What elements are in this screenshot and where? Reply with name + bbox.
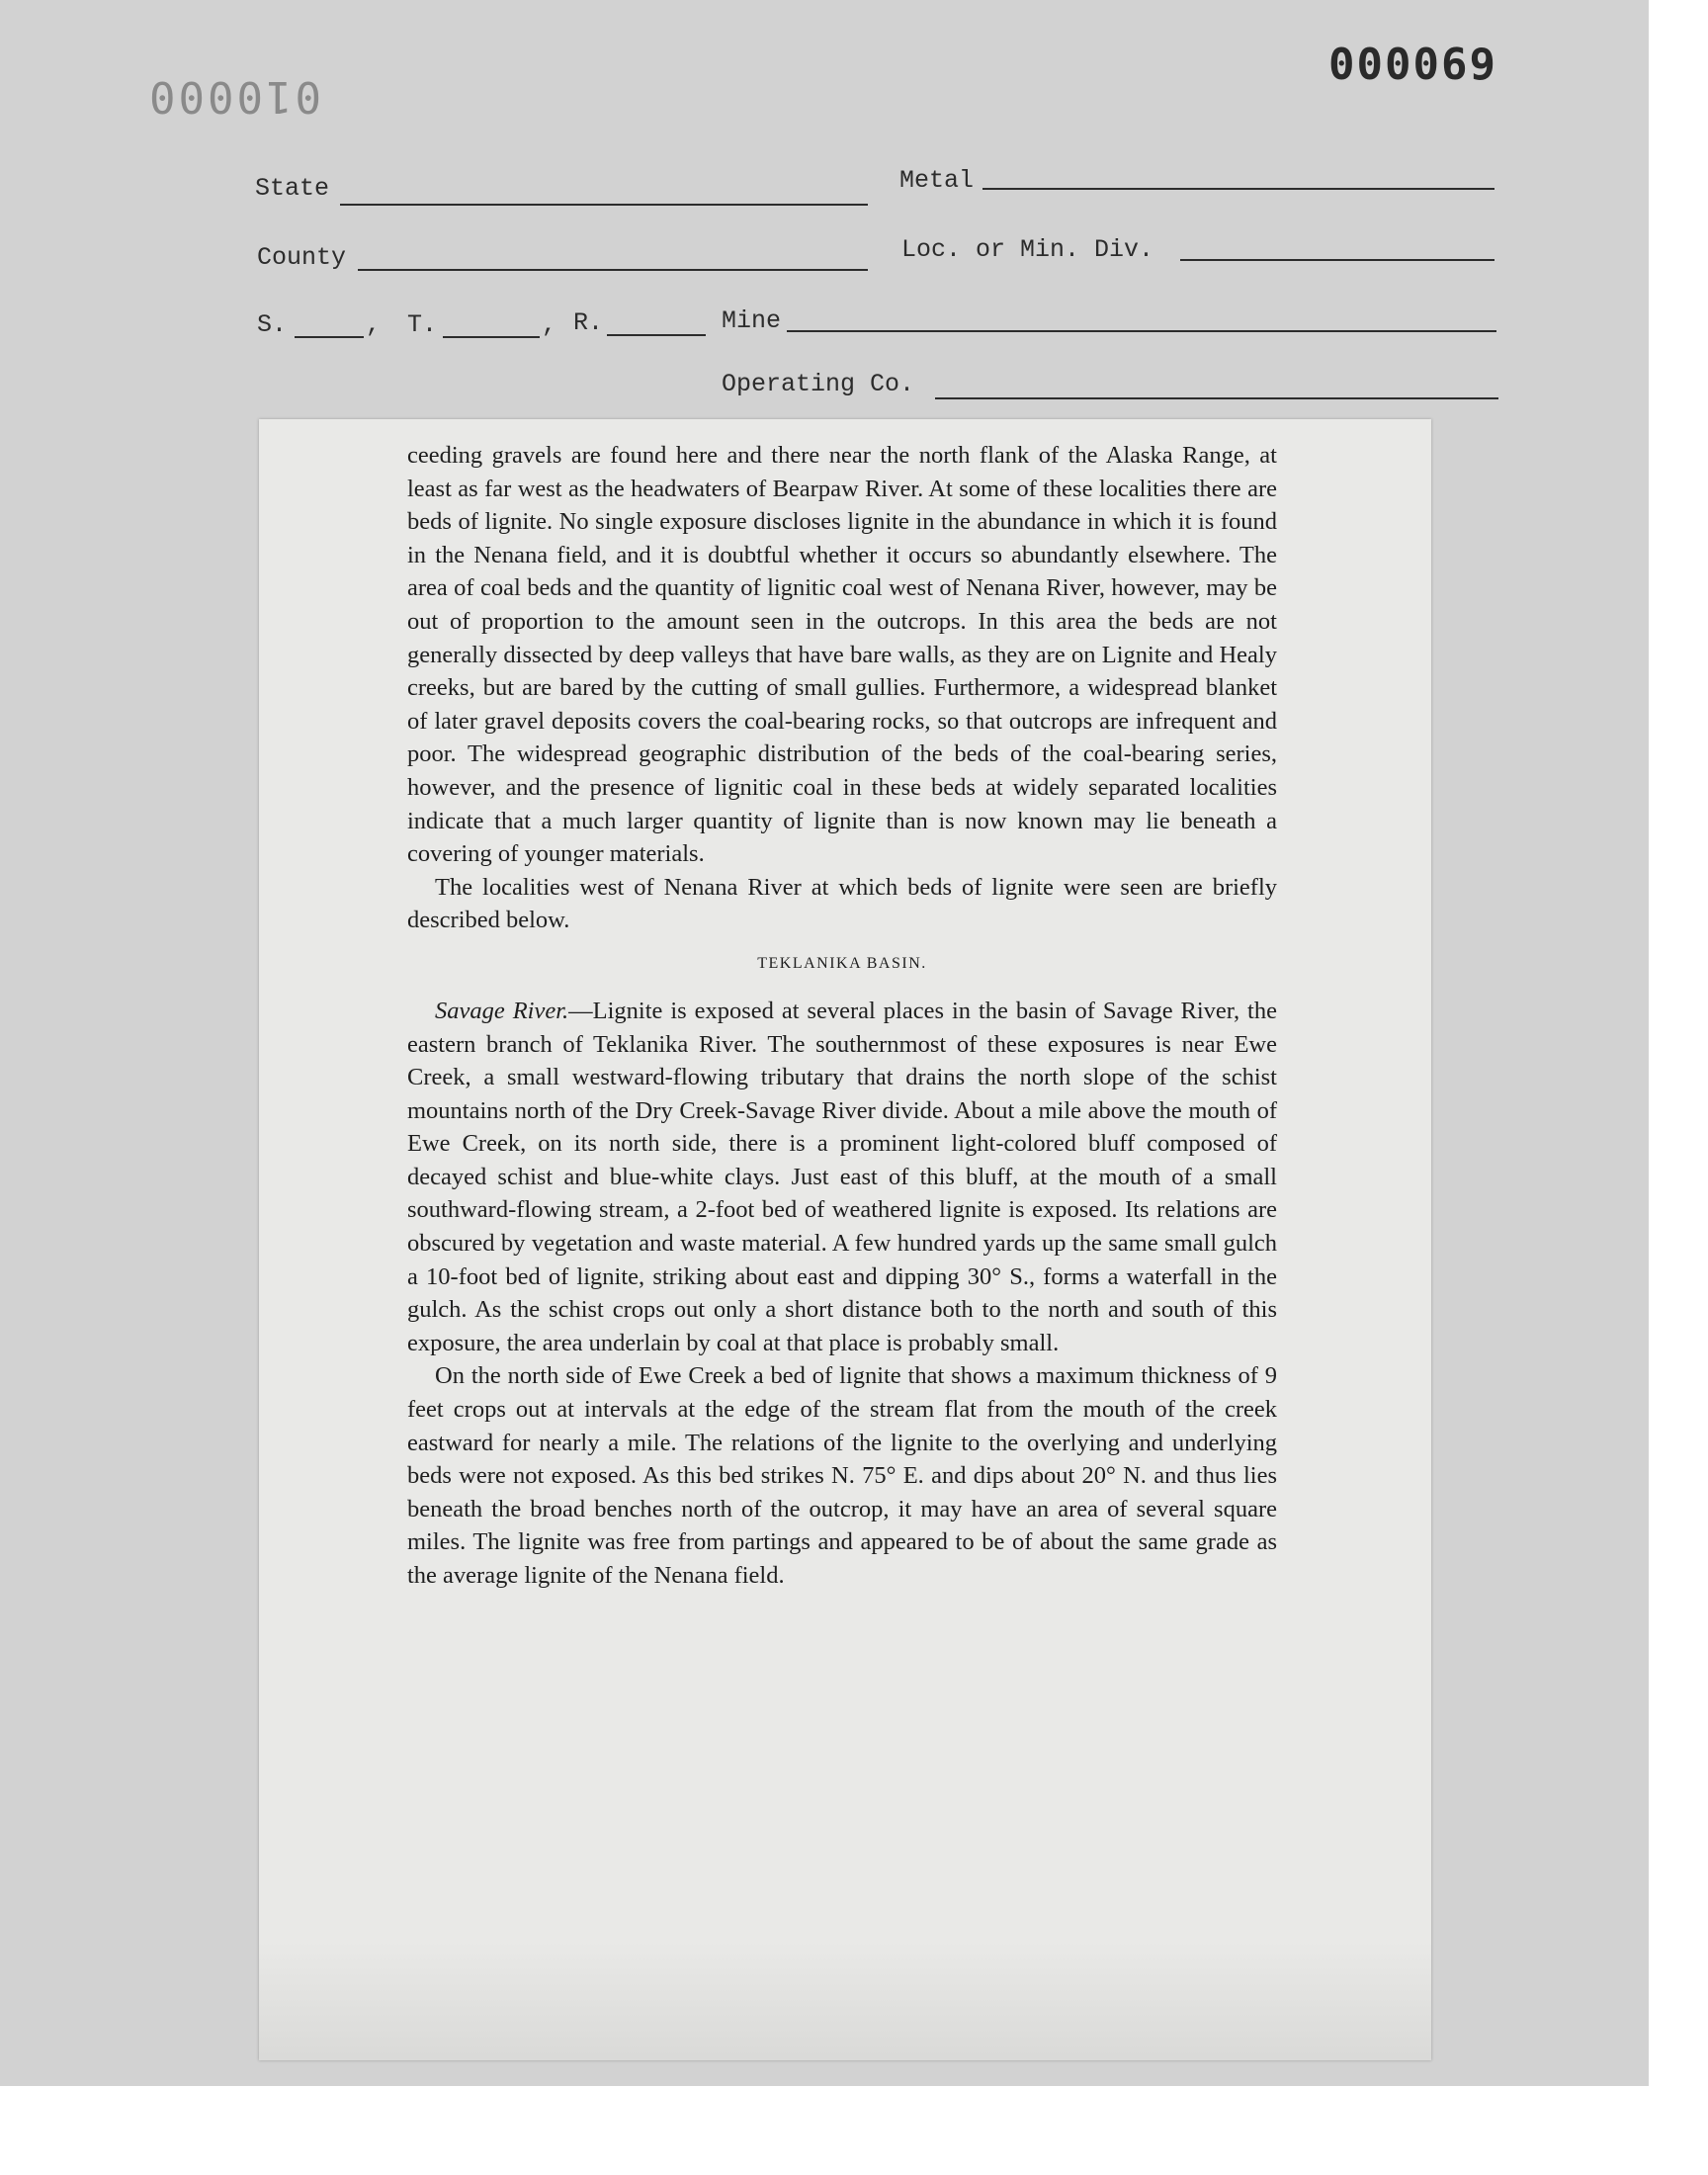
loc-min-div-field-line [1180,259,1494,261]
range-field-line [607,334,706,336]
section-label: S. [257,310,288,339]
article-text [407,439,1277,1593]
section-field-line [295,336,364,338]
metal-label: Metal [899,166,975,195]
paragraph-3-body: —Lignite is exposed at several places in the basin of Savage River, the eastern branch of Teklanika River. The southernmost of these exposures is near Ewe Creek, a small westward-flowing tributary that drains the north slope of the schist mountains north of the Dry Creek-Savage River divide. About a mile above the mouth of Ewe Creek, on its north side, there is a prominent light-colored bluff composed of decayed schist and blue-white clays. Just east of this bluff, at the mouth of a small southward-flowing stream, a 2-foot bed of weathered lignite is exposed. Its relations are obscured by vegetation and waste material. A few hundred yards up the same small gulch a 10-foot bed of lignite, striking about east and dipping 30° S., forms a waterfall in the gulch. As the schist crops out only a short distance both to the north and south of this exposure, the area underlain by coal at that place is probably small. [407,997,1277,1356]
stamp-number-right: 000069 [1328,40,1497,90]
township-field-line [443,336,540,338]
mine-label: Mine [722,306,782,335]
state-label: State [255,174,330,203]
comma-1: , [366,310,382,339]
operating-co-field-line [935,397,1498,399]
comma-2: , [542,310,557,339]
state-field-line [340,204,868,206]
stamp-number-left: 010000 [146,71,321,122]
loc-min-div-label: Loc. or Min. Div. [901,235,1154,264]
paragraph-1: ceeding gravels are found here and there near the north flank of the Alaska Range, at least as far west as the headwaters of Bearpaw River. At some of these localities there are beds of lignite. No single exposure discloses lignite in the abundance in which it is found in the Nenana field, and it is doubtful whether it occurs so abundantly elsewhere. The area of coal beds and the quantity of lignitic coal west of Nenana River, however, may be out of proportion to the amount seen in the outcrops. In this area the beds are not generally dissected by deep valleys that have bare walls, as they are on Lignite and Healy creeks, but are bared by the cutting of small gullies. Furthermore, a widespread blanket of later gravel deposits covers the coal-bearing rocks, so that outcrops are infrequent and poor. The widespread geographic distribution of the beds of the coal-bearing series, however, and the presence of lignitic coal in these beds at widely separated localities indicate that a much larger quantity of lignite than is now known may lie beneath a covering of younger materials. [407,442,1277,868]
metal-field-line [982,188,1494,190]
mine-field-line [787,330,1496,332]
section-heading: TEKLANIKA BASIN. [757,954,927,972]
paragraph-2: The localities west of Nenana River at which beds of lignite were seen are briefly described below. [407,873,1277,934]
range-label: R. [573,308,604,337]
paragraph-3 [407,995,1277,1360]
township-label: T. [407,310,438,339]
county-label: County [257,243,347,272]
article-clipping [259,419,1431,2060]
county-field-line [358,269,868,271]
paragraph-4: On the north side of Ewe Creek a bed of lignite that shows a maximum thickness of 9 feet crops out at intervals at the edge of the stream flat from the mouth of the creek eastward for nearly a mile. The relations of the lignite to the overlying and underlying beds were not exposed. As this bed strikes N. 75° E. and dips about 20° N. and thus lies beneath the broad benches north of the outcrop, it may have an area of several square miles. The lignite was free from partings and appeared to be of about the same grade as the average lignite of the Nenana field. [407,1362,1277,1589]
operating-co-label: Operating Co. [722,370,915,398]
paragraph-3-lead: Savage River. [435,997,569,1024]
